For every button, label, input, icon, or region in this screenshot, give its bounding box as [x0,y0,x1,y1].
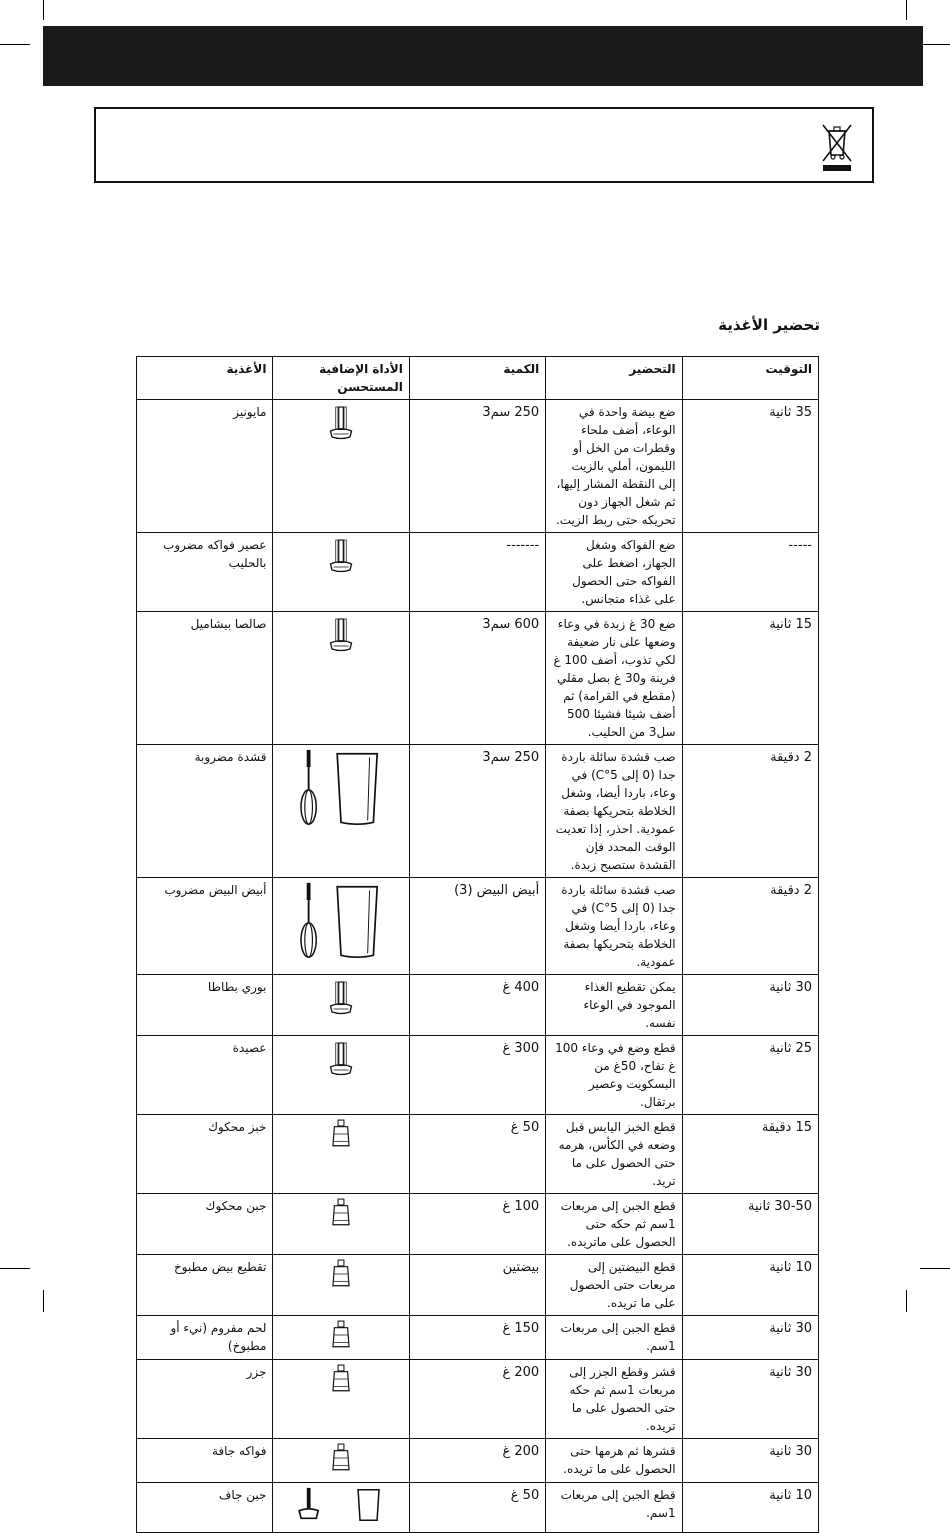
tool-cell [273,1115,409,1194]
qty-cell: 200 غ [409,1439,545,1483]
chopper-icon [330,1118,352,1155]
table-row [137,1255,819,1316]
time-cell: 30 ثانية [682,1360,818,1439]
tool-cell [273,1036,409,1115]
tool-cell [273,1439,409,1483]
section-title: تحضير الأغذية [718,316,820,334]
prep-cell: قشر وقطع الجزر إلى مربعات 1سم ثم حكه حتى الحصول على ما تريده. [546,1360,682,1439]
food-cell: قشدة مضروبة [137,745,273,878]
prep-cell: قطع وضع في وعاء 100 غ تفاح، 50غ من البسكويت وعصير برتقال. [546,1036,682,1115]
table-row [137,1115,819,1194]
food-cell: عصير فواكه مضروب بالحليب [137,533,273,612]
weee-bin-icon [820,121,854,171]
blender-foot-icon [326,615,356,664]
prep-cell: قطع الجبن إلى مربعات 1سم. [546,1483,682,1533]
time-cell: 30-50 ثانية [682,1194,818,1255]
header-time: التوقيت [682,357,818,400]
time-cell: 30 ثانية [682,1316,818,1360]
tool-cell [273,533,409,612]
blender-foot-icon [326,978,356,1027]
prep-cell: ضع 30 غ زبدة في وعاء وضعها على نار ضعيفة لكي تذوب، أضف 100 غ فرينة و30 غ بصل مقلي (مقطع في القرامة) ثم أضف شيئا فشيئا 500 سل3 من الحليب. [546,612,682,745]
qty-cell: 250 سم3 [409,400,545,533]
food-cell: لحم مفروم (نيء أو مطبوخ) [137,1316,273,1360]
table-row [137,1316,819,1360]
table-row [137,878,819,975]
table-row [137,975,819,1036]
time-cell: 2 دقيقة [682,745,818,878]
tool-cell [273,400,409,533]
chopper-icon [330,1363,352,1400]
food-cell: تقطيع بيض مطبوخ [137,1255,273,1316]
crop-mark [0,44,30,45]
table-row [137,1360,819,1439]
header-qty: الكمية [409,357,545,400]
table-row [137,400,819,533]
prep-cell: صب قشدة سائلة باردة جدا (0 إلى C°5) في وعاء، باردا أيضا، وشغل الخلاطة بتحريكها بصفة عمودية. احذر، إذا تعديت الوقت المحدد فإن القشدة ستصبح زبدة. [546,745,682,878]
tool-cell [273,878,409,975]
time-cell: 30 ثانية [682,975,818,1036]
table-header-row [137,357,819,400]
crop-mark [920,44,950,45]
tool-cell [273,1316,409,1360]
qty-cell: 250 سم3 [409,745,545,878]
header-bar [43,26,923,86]
tool-cell [273,612,409,745]
qty-cell: 300 غ [409,1036,545,1115]
blender-foot-icon [326,1039,356,1088]
crop-mark [43,0,44,20]
prep-cell: قشرها ثم هرمها حتى الحصول على ما تريده. [546,1439,682,1483]
table-row [137,745,819,878]
prep-cell: قطع الجبن إلى مربعات 1سم ثم حكه حتى الحصول على ماتريده. [546,1194,682,1255]
tool-cell [273,1360,409,1439]
qty-cell: 50 غ [409,1115,545,1194]
blender-foot-icon [326,403,356,452]
whisk-beaker-icon [295,748,387,833]
food-cell: بوري بطاطا [137,975,273,1036]
header-food: الأغذية [137,357,273,400]
qty-cell: 400 غ [409,975,545,1036]
time-cell: 10 ثانية [682,1483,818,1533]
prep-cell: ضع الفواكه وشغل الجهاز، اضغط على الفواكه حتى الحصول على غذاء متجانس. [546,533,682,612]
food-cell: صالصا بيشاميل [137,612,273,745]
qty-cell: 150 غ [409,1316,545,1360]
table-row [137,1439,819,1483]
chopper-icon [330,1319,352,1356]
chopper-icon [330,1197,352,1234]
qty-cell: ------- [409,533,545,612]
food-cell: جبن جاف [137,1483,273,1533]
crop-mark [920,1268,950,1269]
prep-cell: قطع الجبن إلى مربعات 1سم. [546,1316,682,1360]
crop-mark [43,1290,44,1312]
table-row [137,1194,819,1255]
food-cell: جبن محكوك [137,1194,273,1255]
food-cell: فواكه جافة [137,1439,273,1483]
prep-cell: صب قشدة سائلة باردة جدا (0 إلى C°5) في وعاء، باردا أيضا وشغل الخلاطة بتحريكها بصفة عمودية. [546,878,682,975]
food-cell: مايونيز [137,400,273,533]
qty-cell: 200 غ [409,1360,545,1439]
time-cell: 15 ثانية [682,612,818,745]
prep-cell: قطع البيضتين إلى مربعات حتى الحصول على ما تريده. [546,1255,682,1316]
table-row [137,1036,819,1115]
tool-cell [273,1194,409,1255]
table-row [137,612,819,745]
header-prep: التحضير [546,357,682,400]
notice-box [94,107,874,183]
time-cell: ----- [682,533,818,612]
time-cell: 15 دقيقة [682,1115,818,1194]
tool-cell [273,745,409,878]
crop-mark [906,0,907,20]
time-cell: 35 ثانية [682,400,818,533]
prep-cell: قطع الخبز اليابس قبل وضعه في الكأس، هرمه حتى الحصول على ما تريد. [546,1115,682,1194]
qty-cell: بيضتين [409,1255,545,1316]
time-cell: 10 ثانية [682,1255,818,1316]
whisk-beaker-icon [295,881,387,966]
blender-foot-icon [326,536,356,585]
blender-beaker-icon [295,1486,387,1529]
tool-cell [273,1255,409,1316]
qty-cell: 600 سم3 [409,612,545,745]
food-cell: خبز محكوك [137,1115,273,1194]
food-cell: عصيدة [137,1036,273,1115]
crop-mark [906,1290,907,1312]
food-cell: أبيض البيض مضروب [137,878,273,975]
time-cell: 2 دقيقة [682,878,818,975]
recipes-table [136,356,819,1533]
header-tool: الأداة الإضافية المستحسن [273,357,409,400]
chopper-icon [330,1442,352,1479]
crop-mark [0,1268,30,1269]
tool-cell [273,1483,409,1533]
prep-cell: يمكن تقطيع الغذاء الموجود في الوعاء نفسه. [546,975,682,1036]
qty-cell: أبيض البيض (3) [409,878,545,975]
food-cell: جزر [137,1360,273,1439]
prep-cell: ضع بيضة واحدة في الوعاء، أضف ملحاء وقطرات من الخل أو الليمون، أملي بالزيت إلى النقطة المشار إليها، ثم شغل الجهاز دون تحريكه حتى ربط الزيت. [546,400,682,533]
tool-cell [273,975,409,1036]
qty-cell: 100 غ [409,1194,545,1255]
qty-cell: 50 غ [409,1483,545,1533]
chopper-icon [330,1258,352,1295]
time-cell: 25 ثانية [682,1036,818,1115]
table-row [137,533,819,612]
time-cell: 30 ثانية [682,1439,818,1483]
table-row [137,1483,819,1533]
